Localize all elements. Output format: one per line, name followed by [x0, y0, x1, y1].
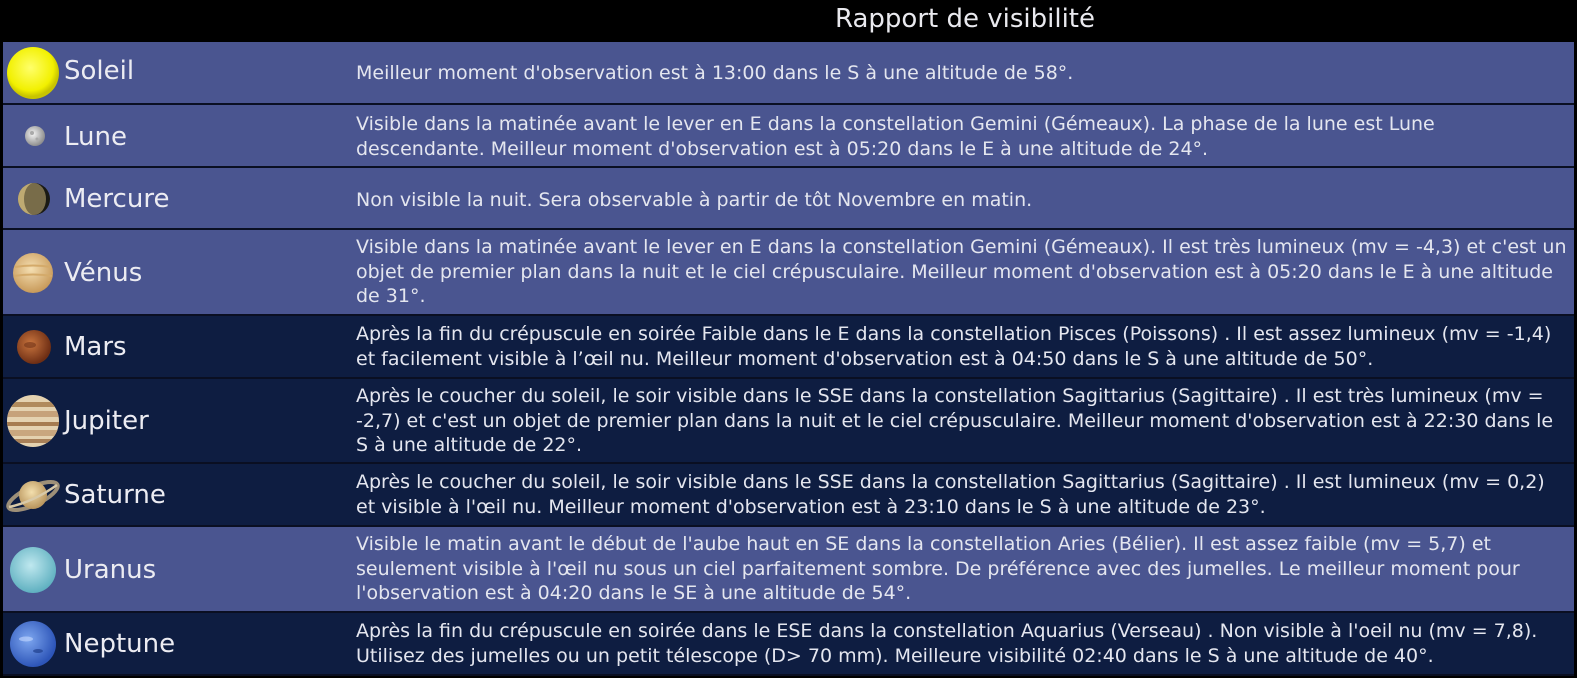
planet-name: Neptune	[64, 629, 176, 659]
mercury-icon	[6, 172, 60, 226]
planet-description: Visible dans la matinée avant le lever en E dans la constellation Gemini (Gémeaux). Il est très lumineux (mv = -4,3) et c'est un objet de premier plan dans la nuit et le ciel crépusculaire. Meilleur moment d'observation est à 05:20 dans le E à une altitude de 31°.	[356, 236, 1567, 307]
planet-description: Après le coucher du soleil, le soir visible dans le SSE dans la constellation Sagittarius (Sagittaire) . Il est très lumineux (mv = -2,7) et c'est un objet de premier plan dans la nuit et le ciel crépusculaire. Meilleur moment d'observation est à 22:30 dans le S à une altitude de 22°.	[356, 385, 1554, 456]
moon-icon	[6, 109, 60, 163]
mars-icon	[6, 320, 60, 374]
venus-icon	[6, 246, 60, 300]
planet-description: Non visible la nuit. Sera observable à partir de tôt Novembre en matin.	[356, 189, 1033, 211]
planet-name: Mars	[64, 332, 127, 362]
planet-row-mars[interactable]	[3, 316, 1574, 379]
header	[0, 0, 1577, 42]
planet-description: Meilleur moment d'observation est à 13:00 dans le S à une altitude de 58°.	[356, 62, 1074, 84]
planet-row-saturne[interactable]	[3, 464, 1574, 527]
saturn-icon	[6, 468, 60, 522]
planet-row-soleil[interactable]	[3, 42, 1574, 105]
planet-description: Visible dans la matinée avant le lever en E dans la constellation Gemini (Gémeaux). La phase de la lune est Lune descendante. Meilleur moment d'observation est à 05:20 dans le E à une altitude de 24°.	[356, 113, 1435, 160]
planet-name: Vénus	[64, 258, 143, 288]
uranus-icon	[6, 543, 60, 597]
planet-description: Après le coucher du soleil, le soir visible dans le SSE dans la constellation Sagittarius (Sagittaire) . Il est lumineux (mv = 0,2) et visible à l'œil nu. Meilleur moment d'observation est à 23:10 dans le S à une altitude de 23°.	[356, 471, 1545, 518]
planet-row-uranus[interactable]	[3, 527, 1574, 613]
jupiter-icon	[6, 394, 60, 448]
planet-name: Uranus	[64, 555, 157, 585]
planet-description: Après la fin du crépuscule en soirée dans le ESE dans la constellation Aquarius (Verseau) . Non visible à l'oeil nu (mv = 7,8). Utilisez des jumelles ou un petit télescope (D> 70 mm). Meilleure visibilité 02:40 dans le S à une altitude de 40°.	[356, 620, 1538, 667]
planet-row-jupiter[interactable]	[3, 379, 1574, 464]
planet-name: Lune	[64, 122, 127, 152]
planet-name: Saturne	[64, 480, 166, 510]
planet-description: Après la fin du crépuscule en soirée Faible dans le E dans la constellation Pisces (Poissons) . Il est assez lumineux (mv = -1,4) et facilement visible à l’œil nu. Meilleur moment d'observation est à 04:50 dans le S à une altitude de 50°.	[356, 323, 1552, 370]
planet-row-lune[interactable]	[3, 105, 1574, 168]
planet-name: Mercure	[64, 184, 170, 214]
page-title: Rapport de visibilité	[835, 4, 1095, 34]
planet-name: Soleil	[64, 56, 135, 86]
planet-description: Visible le matin avant le début de l'aube haut en SE dans la constellation Aries (Bélier). Il est assez faible (mv = 5,7) et seulement visible à l'œil nu sous un ciel parfaitement sombre. De préférence avec des jumelles. Le meilleur moment pour l'observation est à 04:20 dans le SE à une altitude de 54°.	[356, 533, 1520, 604]
sun-icon	[6, 46, 60, 100]
planet-name: Jupiter	[64, 406, 149, 436]
planet-list	[3, 42, 1574, 676]
neptune-icon	[6, 617, 60, 671]
planet-row-mercure[interactable]	[3, 168, 1574, 230]
planet-row-venus[interactable]	[3, 230, 1574, 316]
planet-row-neptune[interactable]	[3, 613, 1574, 676]
